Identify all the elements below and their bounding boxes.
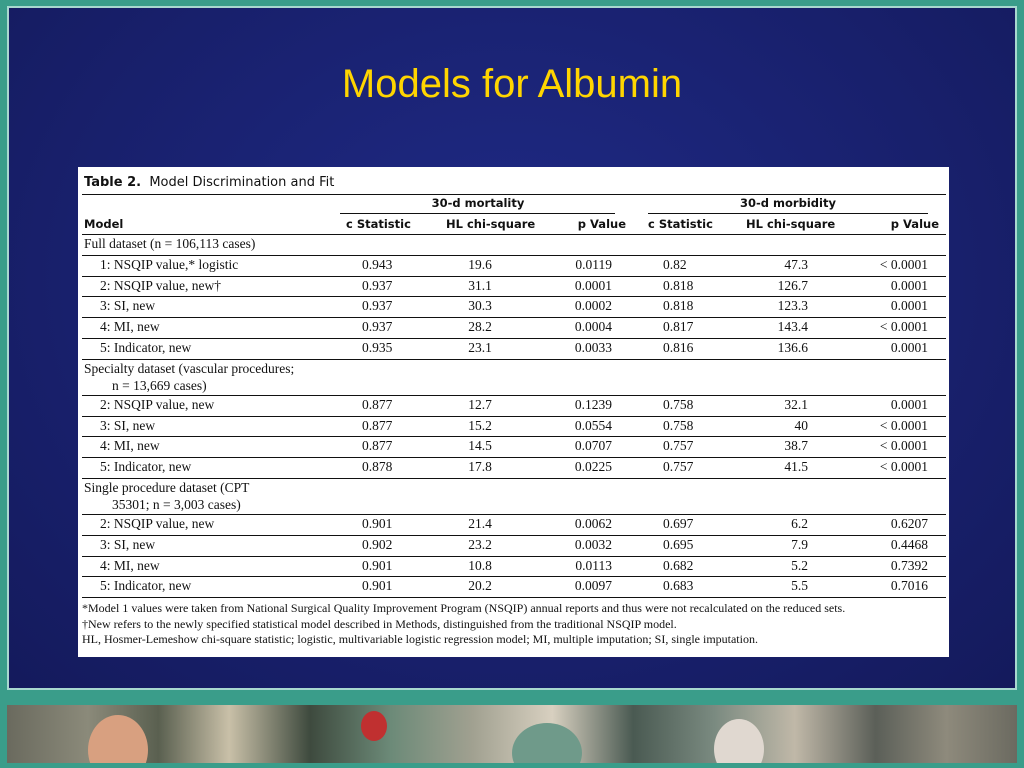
footnote: HL, Hosmer-Lemeshow chi-square statistic; logistic, multivariable logistic regression model; MI, multiple imputation; SI, single imputation. [82,632,758,647]
row-label: 3: SI, new [100,417,156,433]
column-header: Model [84,217,124,231]
row-rule [82,535,946,536]
row-rule [82,359,946,360]
footnote: *Model 1 values were taken from National Surgical Quality Improvement Program (NSQIP) annual reports and thus were not recalculated on the reduced sets. [82,601,846,616]
table-cell: 0.935 [362,340,393,355]
slide-title: Models for Albumin [341,62,683,106]
footnote: †New refers to the newly specified statistical model described in Methods, distinguished from the traditional NSQIP model. [82,616,677,631]
row-rule [82,556,946,557]
table-top-rule [82,194,946,195]
header-bottom-rule [82,234,946,235]
table-cell: < 0.0001 [879,417,928,433]
section-rule [82,255,946,256]
table-caption [84,175,334,190]
data-table [78,167,949,657]
table-cell: 0.683 [663,578,694,594]
table-cell: 0.878 [362,459,393,475]
column-header: c Statistic [648,217,713,231]
table-cell: 20.2 [468,578,492,594]
table-cell: 0.697 [663,516,694,531]
table-cell: 15.2 [468,417,492,433]
table-cell: < 0.0001 [879,319,928,335]
table-cell: < 0.0001 [879,438,928,454]
section-title: n = 13,669 cases) [112,377,207,393]
table-cell: 0.0001 [890,298,928,314]
table-cell: 0.902 [362,536,393,552]
table-cell: 123.3 [777,298,808,314]
column-header: p Value [890,217,939,231]
table-cell: 7.9 [791,536,808,552]
table-cell: 0.901 [362,557,393,573]
table-cell: 0.0097 [574,578,612,594]
table-cell: 38.7 [784,438,808,454]
table-cell: 0.901 [362,578,393,594]
row-label: 2: NSQIP value, new† [100,277,221,293]
table-cell: 10.8 [468,557,492,573]
row-rule [82,478,946,479]
row-label: 2: NSQIP value, new [100,396,215,412]
table-cell: 0.758 [663,417,694,433]
table-cell: 0.877 [362,438,393,454]
table-cell: 14.5 [468,438,492,454]
table-cell: 5.2 [791,557,808,573]
group-header-morbidity: 30-d morbidity [740,196,836,210]
column-header: p Value [577,217,626,231]
table-cell: 5.5 [791,578,808,594]
row-rule [82,276,946,277]
table-cell: 0.0113 [575,557,612,573]
table-cell: 0.816 [663,340,694,355]
table-cell: 143.4 [777,319,808,335]
column-header: HL chi-square [746,217,836,231]
column-header: HL chi-square [446,217,536,231]
table-cell: 32.1 [784,396,808,412]
section-rule [82,395,946,396]
section-title: 35301; n = 3,003 cases) [112,497,241,512]
row-rule [82,576,946,577]
table-cell: 21.4 [468,516,492,531]
table-cell: 23.1 [468,340,492,355]
table-cell: 0.0554 [574,417,612,433]
row-rule [82,597,946,598]
table-cell: 0.0004 [574,319,612,335]
row-label: 5: Indicator, new [100,578,192,594]
table-cell: 19.6 [468,256,492,272]
photo-figure [512,723,582,763]
row-label: 1: NSQIP value,* logistic [100,256,239,272]
table-caption-title: Model Discrimination and Fit [149,175,335,190]
table-cell: 40 [794,417,808,433]
footer-photo-strip [7,705,1017,763]
section-rule [82,514,946,515]
row-rule [82,436,946,437]
table-cell: 23.2 [468,536,492,552]
table-cell: 0.0001 [890,396,928,412]
table-cell: 0.0001 [574,277,612,293]
photo-figure [88,715,148,763]
table-cell: 0.818 [663,277,694,293]
row-label: 4: MI, new [100,319,160,335]
row-rule [82,296,946,297]
table-cell: 136.6 [777,340,808,355]
table-cell: < 0.0001 [879,459,928,475]
row-label: 5: Indicator, new [100,459,192,475]
table-cell: 47.3 [784,256,808,272]
table-cell: < 0.0001 [879,256,928,272]
section-title: Specialty dataset (vascular procedures; [84,360,295,376]
table-cell: 0.0225 [574,459,612,475]
table-cell: 0.0033 [574,340,612,355]
group-header-mortality: 30-d mortality [431,196,525,210]
table-cell: 0.0002 [574,298,612,314]
section-title: Single procedure dataset (CPT [84,480,250,495]
table-cell: 126.7 [777,277,808,293]
table-cell: 0.6207 [890,516,928,531]
section-title: Full dataset (n = 106,113 cases) [84,236,256,251]
row-label: 5: Indicator, new [100,340,192,355]
table-cell: 0.0119 [575,256,612,272]
table-caption-label: Table 2. [84,175,142,190]
row-label: 3: SI, new [100,536,156,552]
table-cell: 0.937 [362,298,393,314]
table-cell: 0.758 [663,396,694,412]
row-label: 4: MI, new [100,438,160,454]
table-cell: 0.7016 [890,578,928,594]
table-cell: 0.937 [362,319,393,335]
table-cell: 0.757 [663,459,694,475]
table-cell: 0.817 [663,319,694,335]
table-cell: 41.5 [784,459,808,475]
table-cell: 0.943 [362,256,393,272]
table-cell: 0.695 [663,536,694,552]
table-cell: 0.0001 [890,277,928,293]
table-cell: 0.757 [663,438,694,454]
table-cell: 0.0001 [890,340,928,355]
table-cell: 0.901 [362,516,393,531]
table-cell: 0.877 [362,396,393,412]
table-cell: 0.877 [362,417,393,433]
table-cell: 0.0062 [574,516,612,531]
table-cell: 0.4468 [890,536,928,552]
column-header: c Statistic [346,217,411,231]
group-rule-morbidity [648,213,928,214]
row-label: 3: SI, new [100,298,156,314]
table-cell: 0.682 [663,557,694,573]
table-cell: 6.2 [791,516,808,531]
table-cell: 30.3 [468,298,492,314]
row-label: 2: NSQIP value, new [100,516,215,531]
table-cell: 12.7 [468,396,492,412]
table-cell: 0.0032 [574,536,612,552]
table-cell: 28.2 [468,319,492,335]
row-rule [82,338,946,339]
table-cell: 31.1 [468,277,492,293]
row-label: 4: MI, new [100,557,160,573]
row-rule [82,457,946,458]
table-cell: 0.937 [362,277,393,293]
table-cell: 0.0707 [574,438,612,454]
table-cell: 0.1239 [574,396,612,412]
row-rule [82,416,946,417]
row-rule [82,317,946,318]
table-cell: 17.8 [468,459,492,475]
photo-light [361,711,387,741]
group-rule-mortality [340,213,615,214]
table-cell: 0.82 [663,256,687,272]
photo-figure [714,719,764,763]
table-cell: 0.7392 [890,557,928,573]
table-cell: 0.818 [663,298,694,314]
